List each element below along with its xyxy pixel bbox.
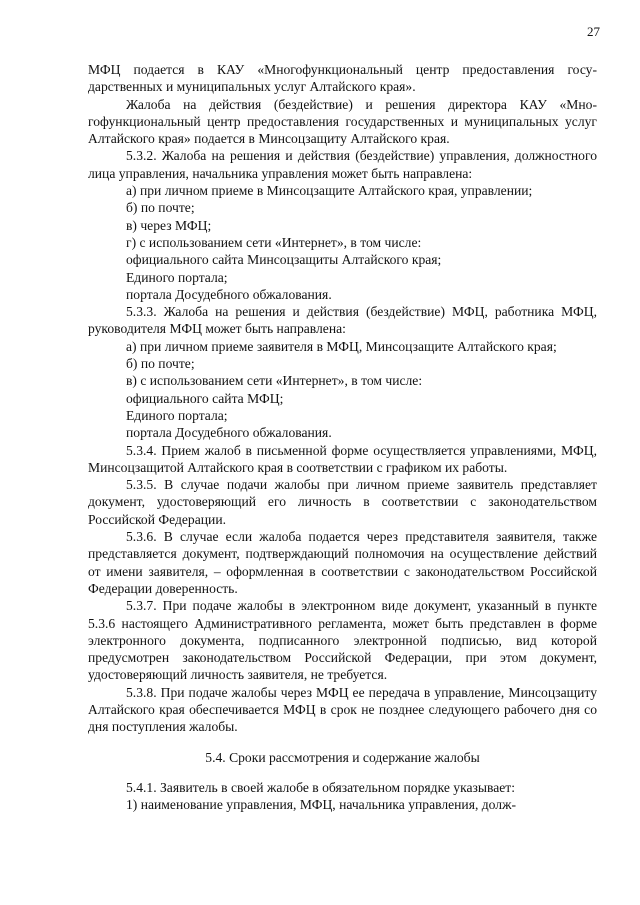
paragraph: Жалоба на действия (бездействие) и решения директора КАУ «Многофункциональный центр предоставления государственных и муниципальных услуг Алтайского края» подается в Минсоцзащиту Алтайского края. (88, 96, 597, 147)
paragraph: портала Досудебного обжалования. (126, 425, 332, 441)
paragraph: Единого портала; (126, 269, 228, 285)
paragraph: а) при личном приеме заявителя в МФЦ, Минсоцзащите Алтайского края; (126, 338, 557, 354)
document-body (88, 61, 597, 813)
paragraph: а) при личном приеме в Минсоцзащите Алтайского края, управлении; (126, 183, 533, 199)
page-number: 27 (587, 24, 600, 39)
paragraph: 1) наименование управления, МФЦ, начальника управления, долж- (126, 797, 516, 813)
paragraph: Единого портала; (126, 407, 228, 423)
paragraph: МФЦ подается в КАУ «Многофункциональный центр предоставления государственных и муниципальных услуг Алтайского края». (88, 62, 597, 95)
paragraph: в) с использованием сети «Интернет», в том числе: (126, 373, 423, 389)
paragraph: 5.3.4. Прием жалоб в письменной форме осуществляется управлениями, МФЦ, Минсоцзащитой Алтайского края в соответствии с графиком их работы. (88, 442, 597, 475)
paragraph: 5.3.7. При подаче жалобы в электронном виде документ, указанный в пункте 5.3.6 настоящего Административного регламента, может быть представлен в форме электронного документа, подписанного электронной подписью, вид которой предусмотрен законодательством Российской Федерации, при этом документ, удостоверяющий личность заявителя, не требуется. (88, 598, 597, 683)
paragraph: 5.3.3. Жалоба на решения и действия (бездействие) МФЦ, работника МФЦ, руководителя МФЦ может быть направлена: (88, 304, 597, 337)
section-heading: 5.4. Сроки рассмотрения и содержание жалобы (205, 749, 480, 765)
paragraph: официального сайта Минсоцзащиты Алтайского края; (126, 252, 442, 268)
paragraph: 5.4.1. Заявитель в своей жалобе в обязательном порядке указывает: (126, 779, 516, 795)
paragraph: 5.3.6. В случае если жалоба подается через представителя заявителя, также представляется документ, подтверждающий полномочия на осуществление действий от имени заявителя, – оформленная в соответствии с законодательством Российской Федерации доверенность. (88, 529, 597, 596)
paragraph: б) по почте; (126, 356, 195, 372)
paragraph: 5.3.2. Жалоба на решения и действия (бездействие) управления, должностного лица управления, начальника управления может быть направлена: (88, 148, 597, 181)
paragraph: 5.3.8. При подаче жалобы через МФЦ ее передача в управление, Минсоцзащиту Алтайского края обеспечивается МФЦ в срок не позднее следующего рабочего дня со дня поступления жалобы. (88, 684, 597, 735)
paragraph: г) с использованием сети «Интернет», в том числе: (126, 234, 422, 250)
paragraph: 5.3.5. В случае подачи жалобы при личном приеме заявитель представляет документ, удостоверяющий его личность в соответствии с законодательством Российской Федерации. (88, 477, 597, 527)
paragraph: официального сайта МФЦ; (126, 390, 284, 406)
paragraph: б) по почте; (126, 200, 195, 216)
paragraph: портала Досудебного обжалования. (126, 286, 332, 302)
paragraph: в) через МФЦ; (126, 217, 212, 233)
